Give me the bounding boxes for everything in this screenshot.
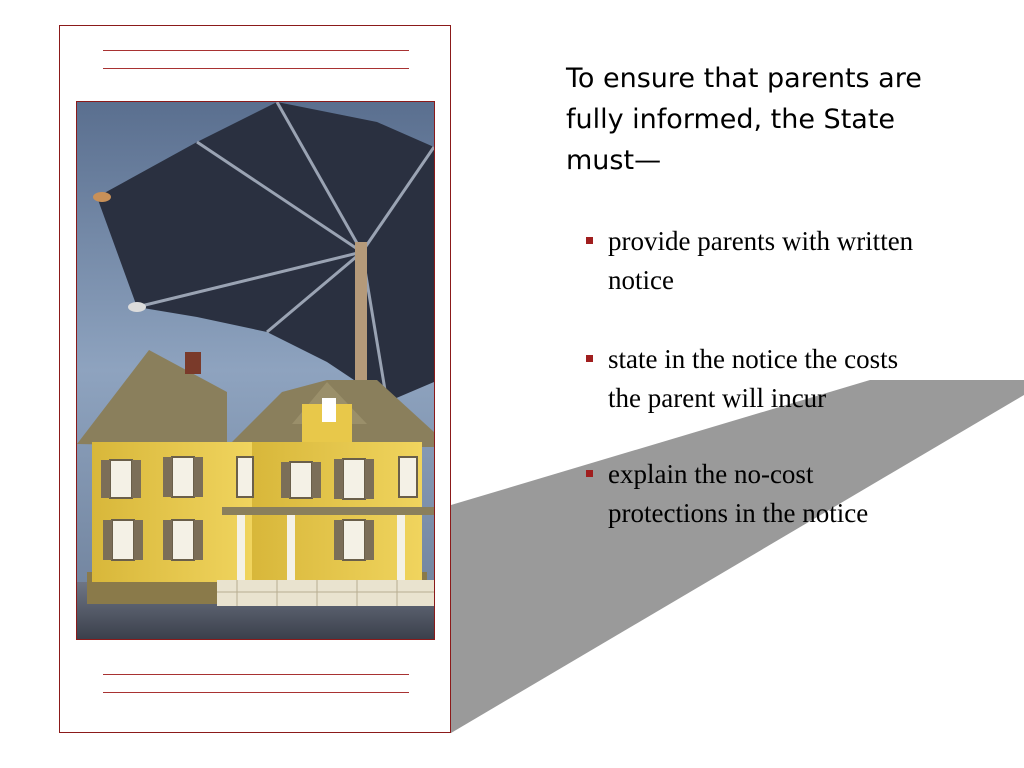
bottom-rule-1 <box>103 674 409 675</box>
list-item <box>586 340 916 418</box>
bullet-text: explain the no-cost protections in the notice <box>608 459 869 528</box>
bullet-list <box>586 222 916 573</box>
square-bullet-icon <box>586 355 593 362</box>
list-item <box>586 455 916 533</box>
bottom-rule-2 <box>103 692 409 693</box>
top-rule-1 <box>103 50 409 51</box>
bullet-text: state in the notice the costs the parent will incur <box>608 344 899 413</box>
square-bullet-icon <box>586 237 593 244</box>
house-umbrella-photo <box>76 101 435 640</box>
top-rule-2 <box>103 68 409 69</box>
list-item <box>586 222 916 300</box>
square-bullet-icon <box>586 470 593 477</box>
photo-frame <box>59 25 451 733</box>
slide-heading: To ensure that parents are fully informed, the State must— <box>566 63 922 176</box>
bullet-text: provide parents with written notice <box>608 226 914 295</box>
